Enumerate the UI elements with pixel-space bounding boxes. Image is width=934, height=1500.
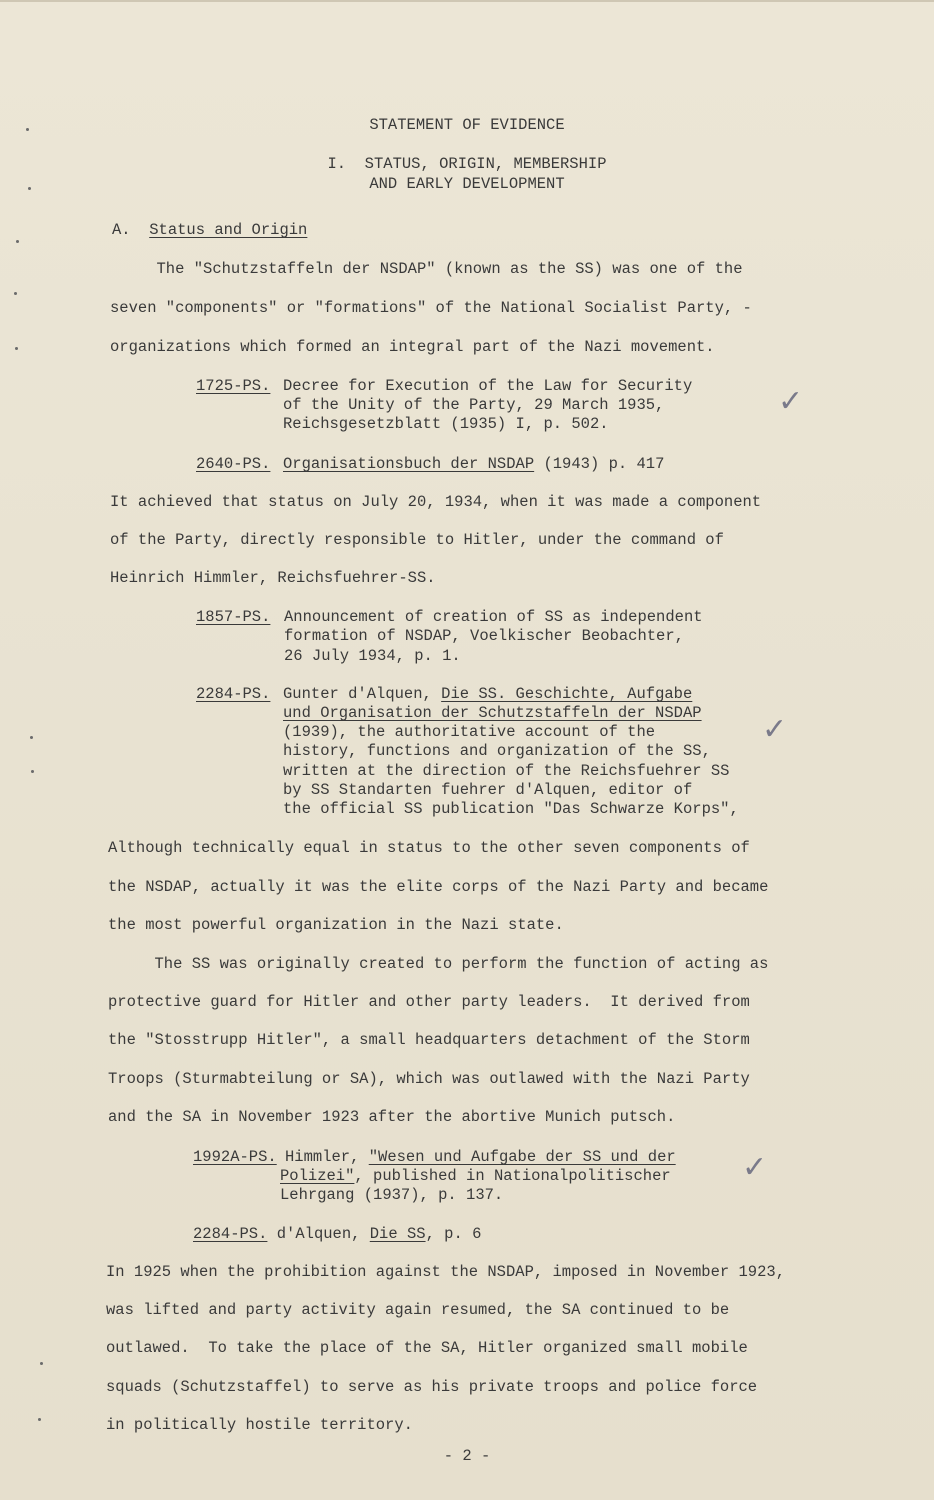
paragraph-line: organizations which formed an integral part of the Nazi movement. xyxy=(110,338,715,356)
paragraph-line: and the SA in November 1923 after the abortive Munich putsch. xyxy=(108,1108,676,1126)
paragraph-line: Heinrich Himmler, Reichsfuehrer-SS. xyxy=(110,569,436,587)
reference-code: 1992A-PS. xyxy=(193,1148,277,1166)
reference-author: Gunter d'Alquen, xyxy=(283,685,442,703)
paragraph-line: The SS was originally created to perform the function of acting as xyxy=(108,955,769,973)
subsection-title: Status and Origin xyxy=(149,221,308,239)
reference-text xyxy=(283,455,664,474)
paragraph-line: It achieved that status on July 20, 1934, when it was made a component xyxy=(110,493,762,511)
margin-speck xyxy=(38,1418,41,1421)
reference-rest: , published in Nationalpolitischer xyxy=(354,1167,671,1185)
reference-code: 2284-PS. xyxy=(193,1225,268,1243)
reference-text: (1939), the authoritative account of the xyxy=(283,723,656,741)
paragraph-line: was lifted and party activity again resumed, the SA continued to be xyxy=(106,1301,730,1319)
paragraph-line: squads (Schutzstaffel) to serve as his private troops and police force xyxy=(106,1378,758,1396)
paragraph-line: the most powerful organization in the Nazi state. xyxy=(108,916,564,934)
reference-text: by SS Standarten fuehrer d'Alquen, editor of xyxy=(283,781,693,799)
subsection-label: A. xyxy=(112,221,131,239)
reference-rest: , p. 6 xyxy=(425,1225,482,1243)
reference-title: "Wesen und Aufgabe der SS und der xyxy=(368,1148,676,1166)
reference-title: Organisationsbuch der NSDAP xyxy=(283,455,535,473)
document-title: STATEMENT OF EVIDENCE xyxy=(369,116,565,134)
paragraph-line: of the Party, directly responsible to Hitler, under the command of xyxy=(110,531,724,549)
margin-speck xyxy=(15,347,18,350)
paragraph-line: outlawed. To take the place of the SA, Hitler organized small mobile xyxy=(106,1339,748,1357)
paragraph-line: Troops (Sturmabteilung or SA), which was outlawed with the Nazi Party xyxy=(108,1070,750,1088)
margin-speck xyxy=(40,1362,43,1365)
reference-text xyxy=(285,1148,676,1167)
reference-rest: (1943) p. 417 xyxy=(534,455,665,473)
reference-text: Reichsgesetzblatt (1935) I, p. 502. xyxy=(283,415,609,433)
margin-speck xyxy=(31,770,34,773)
paragraph-line: in politically hostile territory. xyxy=(106,1416,413,1434)
margin-speck xyxy=(16,240,19,243)
margin-speck xyxy=(30,736,33,739)
reference-code: 2284-PS. xyxy=(196,685,271,703)
reference-text: written at the direction of the Reichsfuehrer SS xyxy=(283,762,730,780)
reference-title: Die SS xyxy=(369,1225,426,1243)
section-heading-line2: AND EARLY DEVELOPMENT xyxy=(369,175,565,193)
reference-text: the official SS publication "Das Schwarze Korps", xyxy=(283,800,739,818)
reference-line xyxy=(193,1225,481,1244)
reference-author: Himmler, xyxy=(285,1148,369,1166)
reference-text: 26 July 1934, p. 1. xyxy=(284,647,461,665)
reference-text: formation of NSDAP, Voelkischer Beobachter, xyxy=(284,627,684,645)
page-number: - 2 - xyxy=(443,1447,491,1465)
page-edge xyxy=(0,0,934,2)
reference-title: Polizei" xyxy=(280,1167,355,1185)
reference-text: history, functions and organization of the SS, xyxy=(283,742,711,760)
reference-code: 2640-PS. xyxy=(196,455,271,473)
checkmark-icon: ✓ xyxy=(778,384,804,419)
reference-text: Lehrgang (1937), p. 137. xyxy=(280,1186,504,1204)
paragraph-line: The "Schutzstaffeln der NSDAP" (known as the SS) was one of the xyxy=(110,260,743,278)
subsection-heading xyxy=(112,221,307,240)
paragraph-line: the "Stosstrupp Hitler", a small headquarters detachment of the Storm xyxy=(108,1031,750,1049)
reference-text xyxy=(283,685,692,704)
reference-text: Announcement of creation of SS as independent xyxy=(284,608,703,626)
paragraph-line: seven "components" or "formations" of the National Socialist Party, - xyxy=(110,299,752,317)
reference-author: d'Alquen, xyxy=(276,1225,370,1243)
reference-code: 1725-PS. xyxy=(196,377,271,395)
paragraph-line: In 1925 when the prohibition against the NSDAP, imposed in November 1923, xyxy=(106,1263,786,1281)
checkmark-icon: ✓ xyxy=(762,712,788,747)
paragraph-line: protective guard for Hitler and other party leaders. It derived from xyxy=(108,993,750,1011)
reference-text xyxy=(280,1167,671,1186)
section-heading-line1: I. STATUS, ORIGIN, MEMBERSHIP xyxy=(327,155,607,173)
reference-title: Die SS. Geschichte, Aufgabe xyxy=(441,685,693,703)
reference-title: und Organisation der Schutzstaffeln der NSDAP xyxy=(283,704,702,722)
reference-code: 1857-PS. xyxy=(196,608,271,626)
paragraph-line: Although technically equal in status to the other seven components of xyxy=(108,839,750,857)
margin-speck xyxy=(14,292,17,295)
reference-text: of the Unity of the Party, 29 March 1935, xyxy=(283,396,665,414)
paragraph-line: the NSDAP, actually it was the elite corps of the Nazi Party and became xyxy=(108,878,769,896)
checkmark-icon: ✓ xyxy=(742,1150,768,1185)
reference-text: Decree for Execution of the Law for Security xyxy=(283,377,693,395)
